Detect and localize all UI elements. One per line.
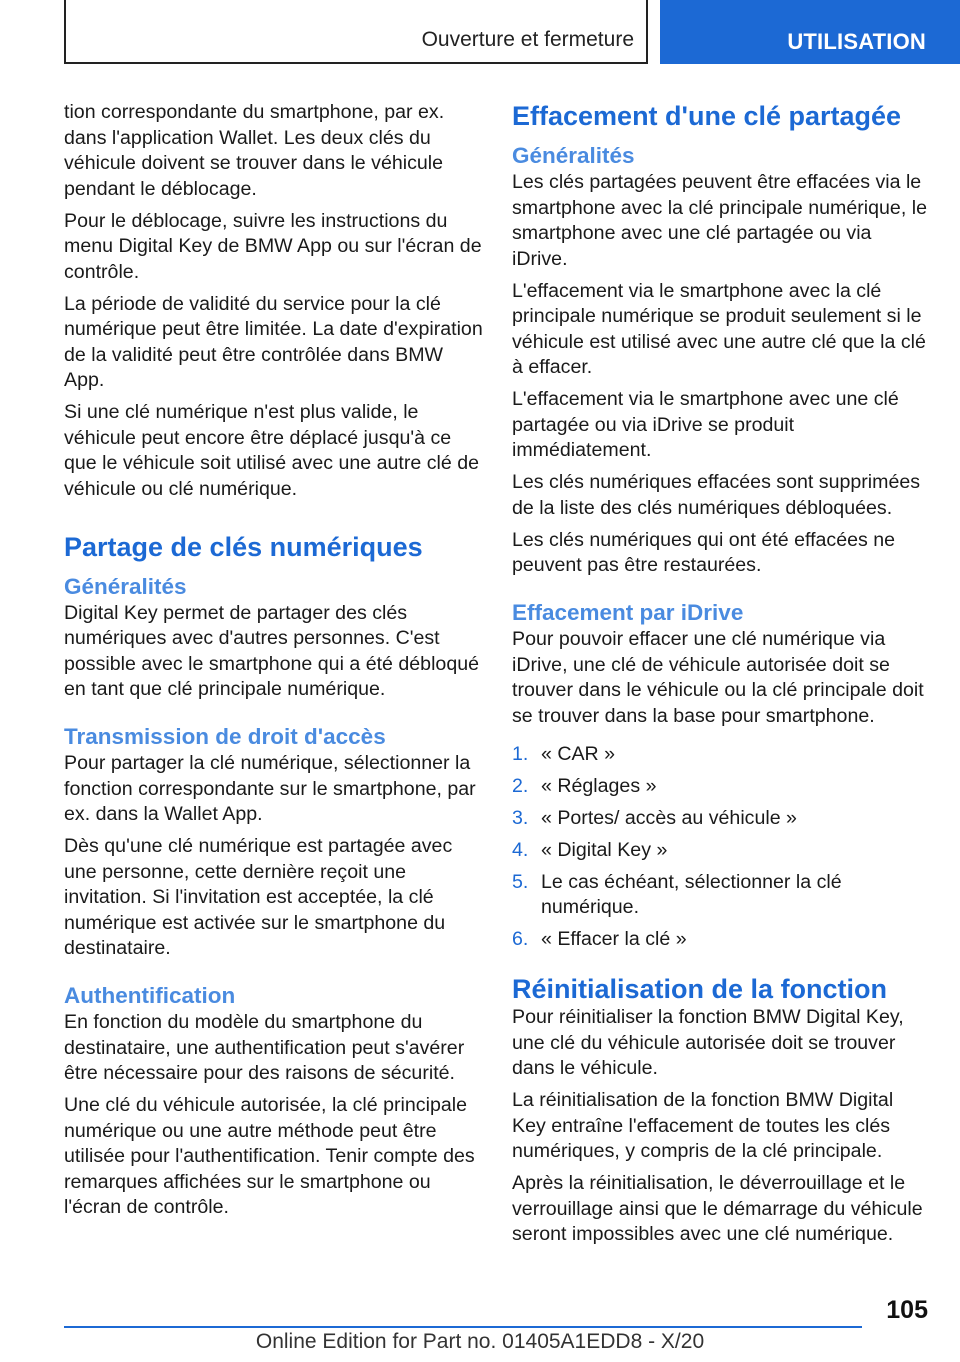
heading-deletion: Effacement d'une clé partagée xyxy=(512,101,902,131)
list-item xyxy=(512,774,932,800)
paragraph: Les clés partagées peuvent être effacées via le smartphone avec la clé principale numérique, le smartphone avec une clé partagée ou via iDrive. xyxy=(512,171,927,270)
subheading-idrive: Effacement par iDrive xyxy=(512,600,744,625)
left-column xyxy=(64,100,484,1227)
subheading-general: Généralités xyxy=(64,573,187,599)
paragraph: Pour réinitialiser la fonction BMW Digital Key, une clé du véhicule autorisée doit se trouver dans le véhicule. xyxy=(512,1006,904,1079)
list-item xyxy=(512,838,932,864)
step-text: « Portes/ accès au véhicule » xyxy=(541,806,797,829)
paragraph: Les clés numériques qui ont été effacées ne peuvent pas être restaurées. xyxy=(512,528,896,576)
right-column xyxy=(512,100,932,1254)
heading-reset: Réinitialisation de la fonction xyxy=(512,974,888,1004)
paragraph: Si une clé numérique n'est plus valide, le véhicule peut encore être déplacé jusqu'à ce que le véhicule soit utilisé avec une autre clé de véhicule ou clé numérique. xyxy=(64,401,479,500)
paragraph: Dès qu'une clé numérique est partagée avec une personne, cette dernière reçoit une invitation. Si l'invitation est acceptée, la clé numérique est activée sur le smartphone du destinataire. xyxy=(64,835,453,959)
step-text: « Effacer la clé » xyxy=(541,928,687,950)
step-number: 4. xyxy=(512,838,529,861)
paragraph: L'effacement via le smartphone avec une clé partagée ou via iDrive se produit immédiatement. xyxy=(512,388,899,461)
chapter-tab xyxy=(660,0,960,64)
edition-text: Online Edition for Part no. 01405A1EDD8 - X/20 xyxy=(255,1330,705,1353)
step-number: 2. xyxy=(512,774,529,797)
subheading-transmission: Transmission de droit d'accès xyxy=(64,724,386,749)
paragraph: En fonction du modèle du smartphone du destinataire, une authentification peut s'avérer être nécessaire pour des raisons de sécurité. xyxy=(64,1011,465,1084)
subheading-authentication: Authentification xyxy=(64,983,236,1008)
step-text: « CAR » xyxy=(541,742,616,765)
steps-list xyxy=(512,742,932,953)
paragraph: Digital Key permet de partager des clés numériques avec d'autres personnes. C'est possible avec le smartphone qui a été débloqué en tant que clé principale numérique. xyxy=(64,601,480,700)
step-number: 1. xyxy=(512,742,529,765)
paragraph: L'effacement via le smartphone avec la clé principale numérique se produit seulement si le véhicule est utilisé avec une autre clé que la clé à effacer. xyxy=(512,279,926,378)
paragraph: Pour le déblocage, suivre les instructions du menu Digital Key de BMW App ou sur l'écran de contrôle. xyxy=(64,209,482,283)
footer-divider xyxy=(64,1326,862,1328)
paragraph: Après la réinitialisation, le déverrouillage et le verrouillage ainsi que le démarrage du véhicule seront impossibles avec une clé numérique. xyxy=(512,1172,923,1245)
step-text: Le cas échéant, sélectionner la clé numérique. xyxy=(541,870,842,918)
list-item xyxy=(512,742,932,768)
paragraph: La période de validité du service pour la clé numérique peut être limitée. La date d'expiration de la validité peut être contrôlée dans BMW App. xyxy=(64,292,483,391)
list-item xyxy=(512,806,932,832)
paragraph: La réinitialisation de la fonction BMW Digital Key entraîne l'effacement de toutes les clés numériques, y compris de la clé principale. xyxy=(512,1089,894,1162)
list-item xyxy=(512,927,932,953)
paragraph: Une clé du véhicule autorisée, la clé principale numérique ou une autre méthode peut être utilisée pour l'authentification. Tenir compte des remarques affichées sur le smartphone ou l'écran de contrôle. xyxy=(64,1094,475,1218)
paragraph: Les clés numériques effacées sont supprimées de la liste des clés numériques débloquées. xyxy=(512,471,921,519)
paragraph: Pour partager la clé numérique, sélectionner la fonction correspondante sur le smartphone, par ex. dans la Wallet App. xyxy=(64,752,476,825)
step-number: 3. xyxy=(512,806,529,829)
page-number: 105 xyxy=(886,1296,928,1324)
chapter-title: UTILISATION xyxy=(787,29,926,54)
subheading-general: Généralités xyxy=(512,143,635,168)
paragraph: Pour pouvoir effacer une clé numérique via iDrive, une clé de véhicule autorisée doit se trouver dans le véhicule ou la clé principale doit se trouver dans la base pour smartphone. xyxy=(512,628,924,727)
paragraph: tion correspondante du smartphone, par ex. dans l'application Wallet. Les deux clés du véhicule doivent se trouver dans le véhicule pendant le déblocage. xyxy=(64,101,445,200)
section-tab xyxy=(64,0,648,64)
list-item xyxy=(512,870,932,921)
page-header xyxy=(0,0,960,66)
heading-sharing: Partage de clés numériques xyxy=(64,531,423,562)
step-number: 6. xyxy=(512,928,529,950)
step-number: 5. xyxy=(512,870,529,893)
section-title: Ouverture et fermeture xyxy=(421,28,634,51)
step-text: « Digital Key » xyxy=(541,838,668,861)
step-text: « Réglages » xyxy=(541,774,657,797)
